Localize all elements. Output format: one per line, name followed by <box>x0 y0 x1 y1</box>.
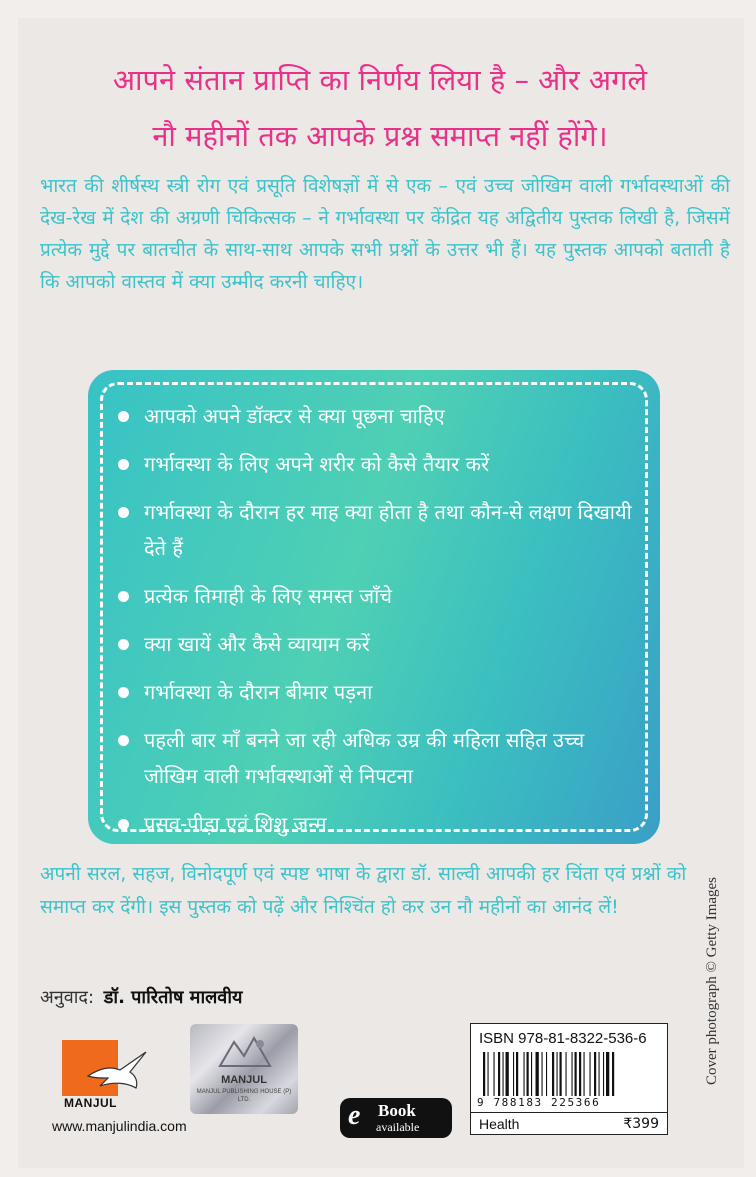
hologram-subtext: MANJUL PUBLISHING HOUSE (P) LTD. <box>196 1089 292 1103</box>
photo-credit: Cover photograph © Getty Images <box>704 876 720 1085</box>
list-item: गर्भावस्था के दौरान हर माह क्या होता है तथा कौन-से लक्षण दिखायी देते हैं <box>114 494 634 566</box>
headline-line-2: नौ महीनों तक आपके प्रश्न समाप्त नहीं होंगे। <box>152 119 608 153</box>
barcode-digits: 9 788183 225366 <box>477 1096 601 1109</box>
highlights-list <box>114 398 634 854</box>
publisher-website: www.manjulindia.com <box>52 1118 187 1134</box>
logo-text: MANJUL <box>64 1096 117 1110</box>
headline <box>40 52 720 164</box>
translator-credit <box>40 985 242 1009</box>
ebook-book: Book <box>378 1101 416 1120</box>
ebook-available: available <box>376 1120 420 1134</box>
outro-paragraph: अपनी सरल, सहज, विनोदपूर्ण एवं स्पष्ट भाषा के द्वारा डॉ. साल्वी आपकी हर चिंता एवं प्रश्नों को समाप्त कर देंगी। इस पुस्तक को पढ़ें और निश्चिंत हो कर उन नौ महीनों का आनंद लें! <box>40 863 687 918</box>
ebook-badge <box>340 1098 452 1138</box>
list-item: क्या खायें और कैसे व्यायाम करें <box>114 626 634 662</box>
category-price-row <box>471 1112 667 1135</box>
list-item: गर्भावस्था के लिए अपने शरीर को कैसे तैयार करें <box>114 446 634 482</box>
list-item: प्रसव-पीड़ा एवं शिशु जन्म <box>114 806 634 842</box>
bird-icon <box>86 1046 150 1094</box>
book-category: Health <box>479 1116 520 1132</box>
intro-paragraph: भारत की शीर्षस्थ स्त्री रोग एवं प्रसूति विशेषज्ञों में से एक – एवं उच्च जोखिम वाली गर्भावस्थाओं की देख-रेख में देश की अग्रणी चिकित्सक – ने गर्भावस्था पर केंद्रित यह अद्वितीय पुस्तक लिखी है, जिसमें प्रत्येक मुद्दे पर बातचीत के साथ-साथ आपके सभी प्रश्नों के उत्तर भी हैं। यह पुस्तक आपको बताती है कि आपको वास्तव में क्या उम्मीद करनी चाहिए। <box>40 175 730 293</box>
headline-line-1: आपने संतान प्राप्ति का निर्णय लिया है – और अगले <box>112 63 648 97</box>
hologram-sticker <box>190 1024 298 1114</box>
ebook-e: e <box>348 1100 361 1131</box>
bullet-dot-icon <box>118 819 129 830</box>
bullet-dot-icon <box>118 591 129 602</box>
highlights-panel <box>88 370 660 844</box>
list-item: गर्भावस्था के दौरान बीमार पड़ना <box>114 674 634 710</box>
hologram-brand: MANJUL <box>221 1074 267 1086</box>
book-price: ₹399 <box>623 1116 659 1132</box>
bullet-dot-icon <box>118 459 129 470</box>
list-item: पहली बार माँ बनने जा रही अधिक उम्र की महिला सहित उच्च जोखिम वाली गर्भावस्थाओं से निपटना <box>114 722 634 794</box>
isbn-block <box>470 1023 668 1135</box>
list-item: आपको अपने डॉक्टर से क्या पूछना चाहिए <box>114 398 634 434</box>
bullet-dot-icon <box>118 507 129 518</box>
translator-name: डॉ. पारितोष मालवीय <box>103 987 243 1008</box>
bullet-dot-icon <box>118 639 129 650</box>
translator-label: अनुवाद: <box>40 987 95 1008</box>
hologram-icon <box>216 1032 274 1072</box>
bullet-dot-icon <box>118 687 129 698</box>
barcode-icon <box>481 1052 659 1096</box>
bullet-dot-icon <box>118 735 129 746</box>
publisher-logo <box>62 1040 172 1110</box>
isbn-number: ISBN 978-81-8322-536-6 <box>479 1030 647 1047</box>
list-item: प्रत्येक तिमाही के लिए समस्त जाँचे <box>114 578 634 614</box>
bullet-dot-icon <box>118 411 129 422</box>
